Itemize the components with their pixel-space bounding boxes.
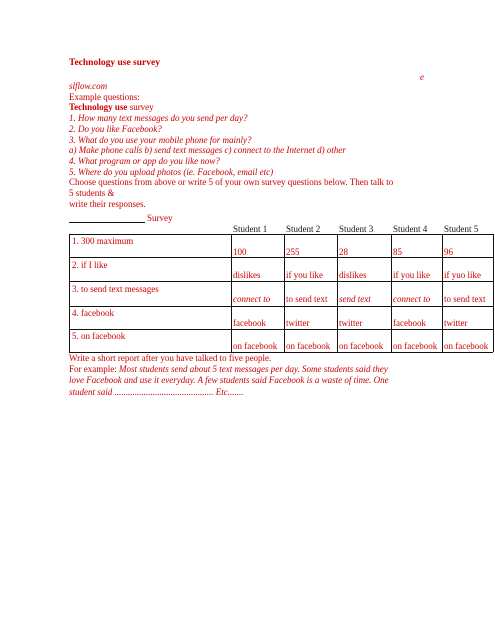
header-student-1: Student 1 — [233, 224, 268, 234]
question-3-options: a) Make phone calls b) send text messages c) connect to the Internet d) other — [69, 145, 346, 156]
report-line-1: Write a short report after you have talked to five people. — [69, 353, 272, 363]
report-line-4: student said ............................................ Etc....... — [69, 386, 244, 397]
row-1-question: 1. 300 maximum — [72, 236, 134, 246]
question-3: 3. What do you use your mobile phone for mainly? — [69, 134, 252, 145]
row-2-answer-5: if yuo like — [444, 270, 481, 280]
row-5-answer-5: on facebook — [444, 341, 489, 351]
document-title: Technology use survey — [69, 58, 160, 68]
row-2-answer-4: if you like — [393, 270, 430, 280]
row-4-question: 4. facebook — [72, 308, 114, 318]
row-1-answer-1: 100 — [233, 247, 247, 257]
row-2-answer-3: dislikes — [339, 270, 367, 280]
row-3-answer-2: to send text — [286, 294, 328, 304]
row-2-question: 2. if I like — [72, 260, 108, 270]
header-student-4: Student 4 — [393, 224, 428, 234]
row-3-answer-3: send text — [339, 294, 371, 304]
subtitle-bold: Technology use — [69, 102, 128, 113]
row-3-answer-5: to send text — [444, 294, 486, 304]
instruction-line-2: 5 students & — [69, 188, 115, 199]
row-4-answer-1: facebook — [233, 318, 266, 328]
report-line-2 — [69, 364, 469, 375]
header-student-5: Student 5 — [444, 224, 479, 234]
row-4-answer-5: twitter — [444, 318, 468, 328]
intro-block — [69, 81, 449, 209]
row-2-answer-2: if you like — [286, 270, 323, 280]
subtitle-rest: survey — [127, 102, 154, 113]
site-name: slflow.com — [69, 81, 108, 91]
report-block — [69, 353, 469, 398]
row-1-answer-5: 96 — [444, 247, 453, 257]
row-5-question: 5. on facebook — [72, 331, 126, 341]
question-2: 2. Do you like Facebook? — [69, 123, 162, 134]
survey-corner-label: Survey — [147, 213, 173, 223]
row-3-question: 3. to send text messages — [72, 284, 159, 294]
row-4-answer-4: facebook — [393, 318, 426, 328]
report-example-label: For example: — [69, 364, 119, 375]
instruction-line-1: Choose questions from above or write 5 of your own survey questions below. Then talk to — [69, 177, 394, 188]
row-5-answer-1: on facebook — [233, 341, 278, 351]
row-1-answer-2: 255 — [286, 247, 300, 257]
row-4-answer-2: twitter — [286, 318, 310, 328]
question-4: 4. What program or app do you like now? — [69, 155, 220, 166]
corner-mark: e — [420, 72, 424, 82]
example-label: Example questions: — [69, 91, 140, 102]
row-1-answer-3: 28 — [339, 247, 348, 257]
question-1: 1. How many text messages do you send per day? — [69, 113, 248, 124]
instruction-line-3: write their responses. — [69, 198, 146, 209]
row-5-answer-2: on facebook — [286, 341, 331, 351]
row-3-answer-1: connect to — [233, 294, 271, 304]
row-1-answer-4: 85 — [393, 247, 402, 257]
row-5-answer-3: on facebook — [339, 341, 384, 351]
row-2-answer-1: dislikes — [233, 270, 261, 280]
row-4-answer-3: twitter — [339, 318, 363, 328]
row-3-answer-4: connect to — [393, 294, 431, 304]
report-example-text: Most students send about 5 text messages per day. Some students said they — [119, 364, 388, 375]
survey-subtitle — [69, 102, 449, 113]
question-5: 5. Where do you upload photos (ie. Facebook, email etc) — [69, 166, 274, 177]
header-student-2: Student 2 — [286, 224, 321, 234]
row-5-answer-4: on facebook — [393, 341, 438, 351]
report-line-3: love Facebook and use it everyday. A few students said Facebook is a waste of time. One — [69, 375, 389, 386]
header-student-3: Student 3 — [339, 224, 374, 234]
